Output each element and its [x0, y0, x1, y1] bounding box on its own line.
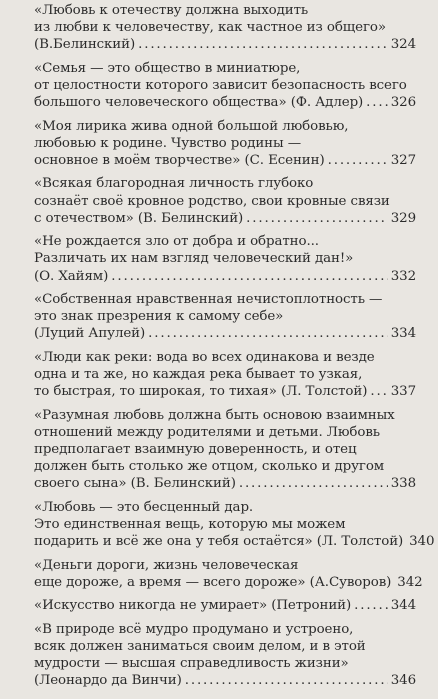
- toc-entry-last-line: [34, 597, 416, 614]
- toc-entry-line: «Любовь к отечеству должна выходить: [34, 3, 309, 18]
- toc-entry-page-number: 329: [390, 210, 416, 226]
- toc-entry-line: еще дороже, а время — всего дороже» (А.Суворов): [34, 574, 392, 590]
- toc-entry-last-line: [34, 36, 416, 53]
- toc-entry[interactable]: [34, 597, 416, 614]
- toc-entry-page-number: 334: [390, 326, 416, 342]
- toc-entry-line: от целостности которого зависит безопасность всего: [34, 78, 407, 93]
- toc-entry-line: подарить и всё же она у тебя остаётся» (Л. Толстой): [34, 534, 404, 550]
- toc-entry-page-number: 344: [390, 598, 416, 614]
- toc-entry-last-line: [34, 325, 416, 342]
- toc-entry-line: (В.Белинский): [34, 37, 136, 53]
- toc-entry-line: «Любовь — это бесценный дар.: [34, 499, 254, 515]
- toc-entry-line: из любви к человечеству, как частное из общего»: [34, 20, 386, 36]
- toc-entry-line: одна и та же, но каждая река бывает то узкая,: [34, 366, 363, 382]
- toc-entry-page-number: 338: [390, 476, 416, 492]
- toc-entry-page-number: 326: [390, 95, 416, 111]
- toc-entry-page-number: 346: [390, 673, 416, 689]
- toc-entry-line: (О. Хайям): [34, 268, 109, 284]
- toc-entry-last-line: [34, 533, 435, 550]
- toc-entry[interactable]: [34, 499, 435, 551]
- toc-entry-last-line: [34, 152, 416, 169]
- toc-entry-line: «Не рождается зло от добра и обратно...: [34, 234, 319, 250]
- toc-entry-line: «В природе всё мудро продумано и устроено,: [34, 621, 354, 637]
- dot-leader: [239, 475, 388, 492]
- toc-entry-last-line: [34, 210, 416, 227]
- dot-leader: [366, 94, 388, 111]
- toc-entry-last-line: [34, 94, 416, 111]
- toc-entry[interactable]: [34, 557, 423, 591]
- dot-leader: [246, 210, 388, 227]
- toc-entry-line: основное в моём творчестве» (С. Есенин): [34, 153, 325, 168]
- toc-entry-line: «Люди как реки: вода во всех одинакова и везде: [34, 349, 375, 365]
- toc-entry-line: мудрости — высшая справедливость жизни»: [34, 655, 349, 671]
- toc-entry[interactable]: [34, 407, 416, 493]
- toc-entry-line: всяк должен заниматься своим делом, и в этой: [34, 638, 366, 654]
- toc-entry-page-number: 327: [390, 153, 416, 168]
- toc-entry-line: предполагает взаимную доверенность, и отец: [34, 441, 357, 457]
- toc-entry-line: своего сына» (В. Белинский): [34, 476, 236, 492]
- toc-entry-line: с отечеством» (В. Белинский): [34, 210, 244, 226]
- toc-entry-page-number: 337: [390, 384, 416, 400]
- toc-entry-line: «Деньги дороги, жизнь человеческая: [34, 557, 299, 573]
- toc-entry[interactable]: [34, 60, 416, 112]
- toc-entry-line: любовью к родине. Чувство родины —: [34, 135, 301, 151]
- toc-entry[interactable]: [34, 233, 416, 285]
- toc-entry-line: «Собственная нравственная нечистоплотность —: [34, 291, 383, 307]
- toc-entry[interactable]: [34, 118, 416, 170]
- toc-entry-last-line: [34, 672, 416, 689]
- toc-entry-line: «Семья — это общество в миниатюре,: [34, 60, 301, 76]
- toc-entry-page-number: 342: [397, 574, 423, 590]
- toc-entry-line: (Леонардо да Винчи): [34, 673, 182, 689]
- dot-leader: [185, 672, 388, 689]
- toc-entry-line: «Моя лирика жива одной большой любовью,: [34, 118, 349, 134]
- toc-entry[interactable]: [34, 2, 416, 54]
- toc-entry-line: отношений между родителями и детьми. Любовь: [34, 424, 380, 440]
- toc-entry-line: «Искусство никогда не умирает» (Петроний): [34, 598, 352, 614]
- toc-entry-page-number: 332: [390, 268, 416, 284]
- toc-entry-line: сознаёт своё кровное родство, свои кровные связи: [34, 193, 390, 209]
- dot-leader: [148, 325, 388, 342]
- toc-entry-last-line: [34, 268, 416, 285]
- dot-leader: [370, 383, 387, 400]
- toc-entry-line: «Разумная любовь должна быть основою взаимных: [34, 407, 395, 423]
- toc-entry-line: Это единственная вещь, которую мы можем: [34, 516, 346, 532]
- dot-leader: [111, 268, 387, 285]
- toc-entry-last-line: [34, 574, 423, 591]
- toc-entry-line: это знак презрения к самому себе»: [34, 309, 284, 325]
- toc-entry-last-line: [34, 475, 416, 492]
- toc-entry-page-number: 324: [390, 37, 416, 53]
- toc-entry-line: должен быть столько же отцом, сколько и другом: [34, 459, 385, 475]
- toc-entry[interactable]: [34, 621, 416, 690]
- toc-entry[interactable]: [34, 291, 416, 343]
- toc-entry-line: (Луций Апулей): [34, 326, 146, 342]
- toc-entry-line: Различать их нам взгляд человеческий дан!»: [34, 251, 354, 267]
- toc-entry-line: то быстрая, то широкая, то тихая» (Л. Толстой): [34, 384, 368, 400]
- toc-entry[interactable]: [34, 349, 416, 401]
- toc-entry-page-number: 340: [409, 534, 435, 550]
- toc-entry-line: большого человеческого общества» (Ф. Адлер): [34, 95, 364, 111]
- dot-leader: [328, 152, 388, 169]
- dot-leader: [354, 597, 388, 614]
- dot-leader: [138, 36, 388, 53]
- toc-entry-line: «Всякая благородная личность глубоко: [34, 176, 314, 192]
- toc-entry-last-line: [34, 383, 416, 400]
- toc-entry[interactable]: [34, 175, 416, 227]
